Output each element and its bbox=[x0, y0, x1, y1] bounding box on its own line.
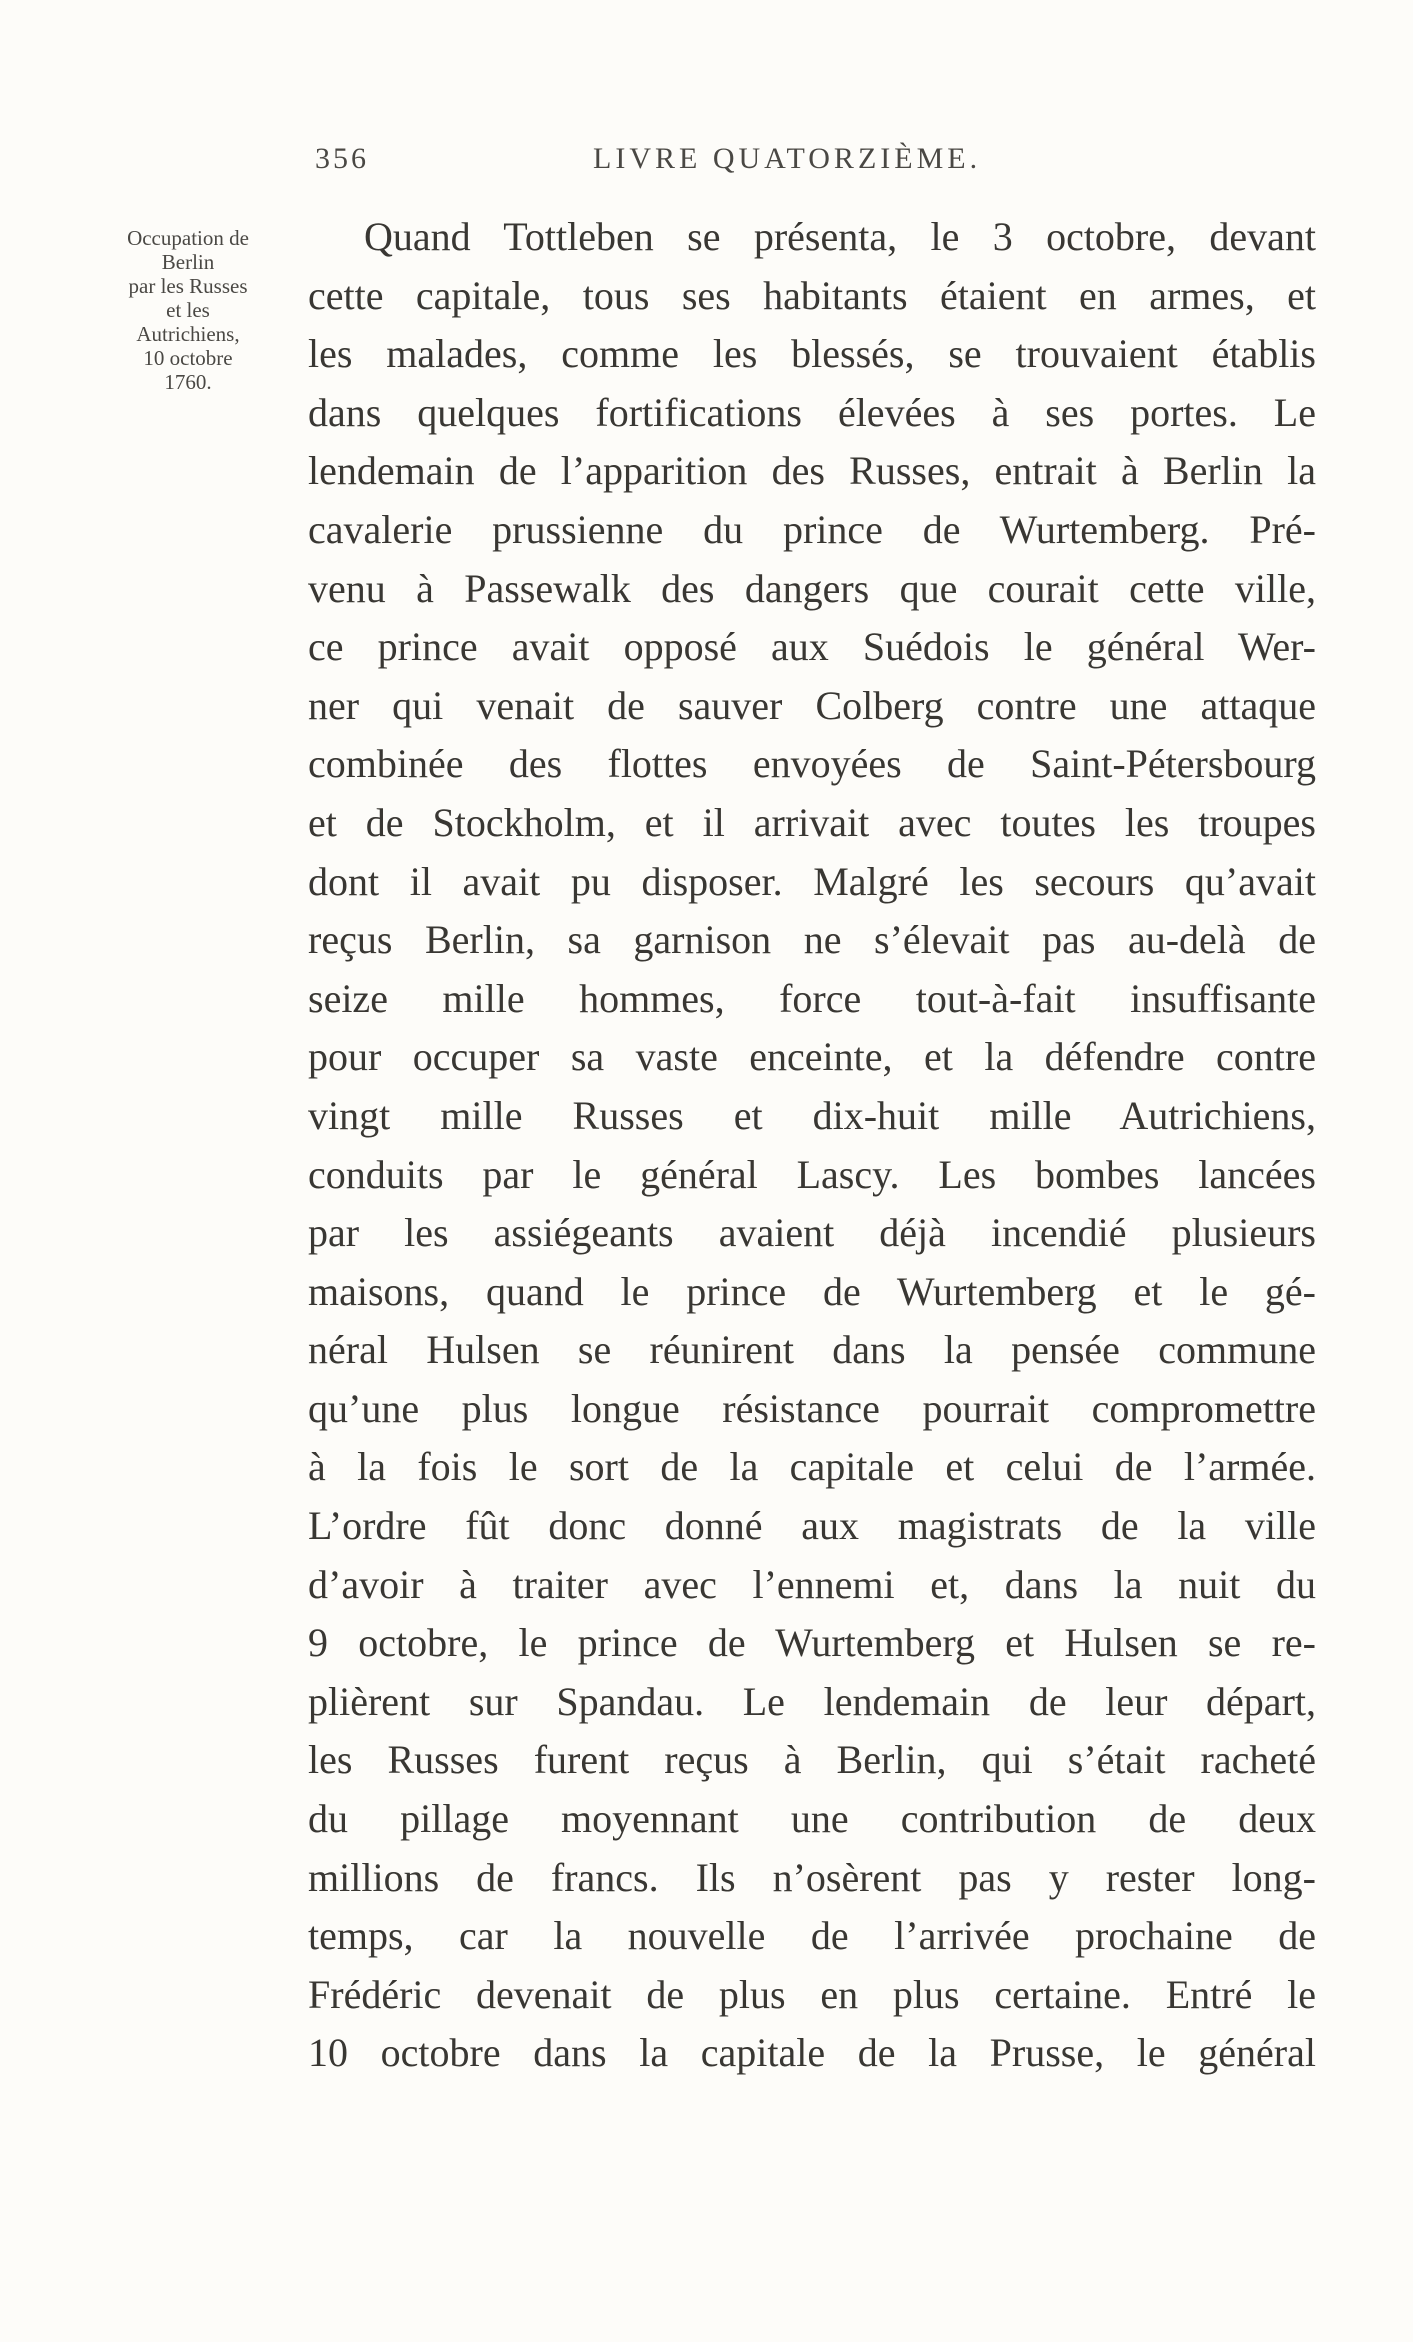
text-line: du pillage moyennant une contribution de deux bbox=[308, 1796, 1316, 1842]
text-line: L’ordre fût donc donné aux magistrats de la ville bbox=[308, 1503, 1316, 1549]
text-line: temps, car la nouvelle de l’arrivée prochaine de bbox=[308, 1913, 1316, 1959]
text-line: 9 octobre, le prince de Wurtemberg et Hulsen se re- bbox=[308, 1620, 1316, 1666]
text-line: et de Stockholm, et il arrivait avec toutes les troupes bbox=[308, 799, 1316, 845]
margin-note-line: par les Russes bbox=[128, 274, 248, 298]
text-line: dans quelques fortifications élevées à ses portes. Le bbox=[308, 389, 1316, 435]
text-line: les Russes furent reçus à Berlin, qui s’était racheté bbox=[308, 1737, 1316, 1783]
margin-note-line: Autrichiens, bbox=[136, 322, 240, 346]
text-line: ner qui venait de sauver Colberg contre une attaque bbox=[308, 682, 1316, 728]
text-line: venu à Passewalk des dangers que courait cette ville, bbox=[308, 565, 1316, 611]
text-line: ce prince avait opposé aux Suédois le général Wer- bbox=[308, 624, 1316, 670]
text-line: néral Hulsen se réunirent dans la pensée commune bbox=[308, 1327, 1316, 1373]
text-line: plièrent sur Spandau. Le lendemain de leur départ, bbox=[308, 1678, 1316, 1724]
page-number: 356 bbox=[315, 142, 369, 175]
section-title: LIVRE QUATORZIÈME. bbox=[593, 142, 982, 175]
running-head bbox=[315, 142, 1045, 182]
text-line: vingt mille Russes et dix-huit mille Autrichiens, bbox=[308, 1092, 1316, 1138]
text-line: 10 octobre dans la capitale de la Prusse, le général bbox=[308, 2030, 1316, 2076]
text-line: maisons, quand le prince de Wurtemberg et le gé- bbox=[308, 1268, 1316, 1314]
text-line: Frédéric devenait de plus en plus certaine. Entré le bbox=[308, 1971, 1316, 2017]
text-line: reçus Berlin, sa garnison ne s’élevait pas au-delà de bbox=[308, 917, 1316, 963]
text-line: d’avoir à traiter avec l’ennemi et, dans la nuit du bbox=[308, 1561, 1316, 1607]
margin-note-line: et les bbox=[166, 298, 210, 322]
margin-note bbox=[88, 226, 288, 394]
margin-note-line: 1760. bbox=[164, 370, 212, 394]
text-line: les malades, comme les blessés, se trouvaient établis bbox=[308, 331, 1316, 377]
text-line: cette capitale, tous ses habitants étaient en armes, et bbox=[308, 272, 1316, 318]
text-line: dont il avait pu disposer. Malgré les secours qu’avait bbox=[308, 858, 1316, 904]
margin-note-line: Occupation de bbox=[127, 226, 249, 250]
text-line: millions de francs. Ils n’osèrent pas y rester long- bbox=[308, 1854, 1316, 1900]
body-text bbox=[308, 208, 1316, 2083]
text-line: à la fois le sort de la capitale et celui de l’armée. bbox=[308, 1444, 1316, 1490]
text-line: Quand Tottleben se présenta, le 3 octobre, devant bbox=[364, 214, 1316, 259]
margin-note-line: 10 octobre bbox=[143, 346, 233, 370]
text-line: seize mille hommes, force tout-à-fait insuffisante bbox=[308, 975, 1316, 1021]
text-line: par les assiégeants avaient déjà incendié plusieurs bbox=[308, 1210, 1316, 1256]
text-line: pour occuper sa vaste enceinte, et la défendre contre bbox=[308, 1034, 1316, 1080]
text-line: lendemain de l’apparition des Russes, entrait à Berlin la bbox=[308, 448, 1316, 494]
text-line: conduits par le général Lascy. Les bombes lancées bbox=[308, 1151, 1316, 1197]
text-line: combinée des flottes envoyées de Saint-Pétersbourg bbox=[308, 741, 1316, 787]
margin-note-line: Berlin bbox=[161, 250, 215, 274]
text-line: cavalerie prussienne du prince de Wurtemberg. Pré- bbox=[308, 506, 1316, 552]
text-line: qu’une plus longue résistance pourrait compromettre bbox=[308, 1385, 1316, 1431]
